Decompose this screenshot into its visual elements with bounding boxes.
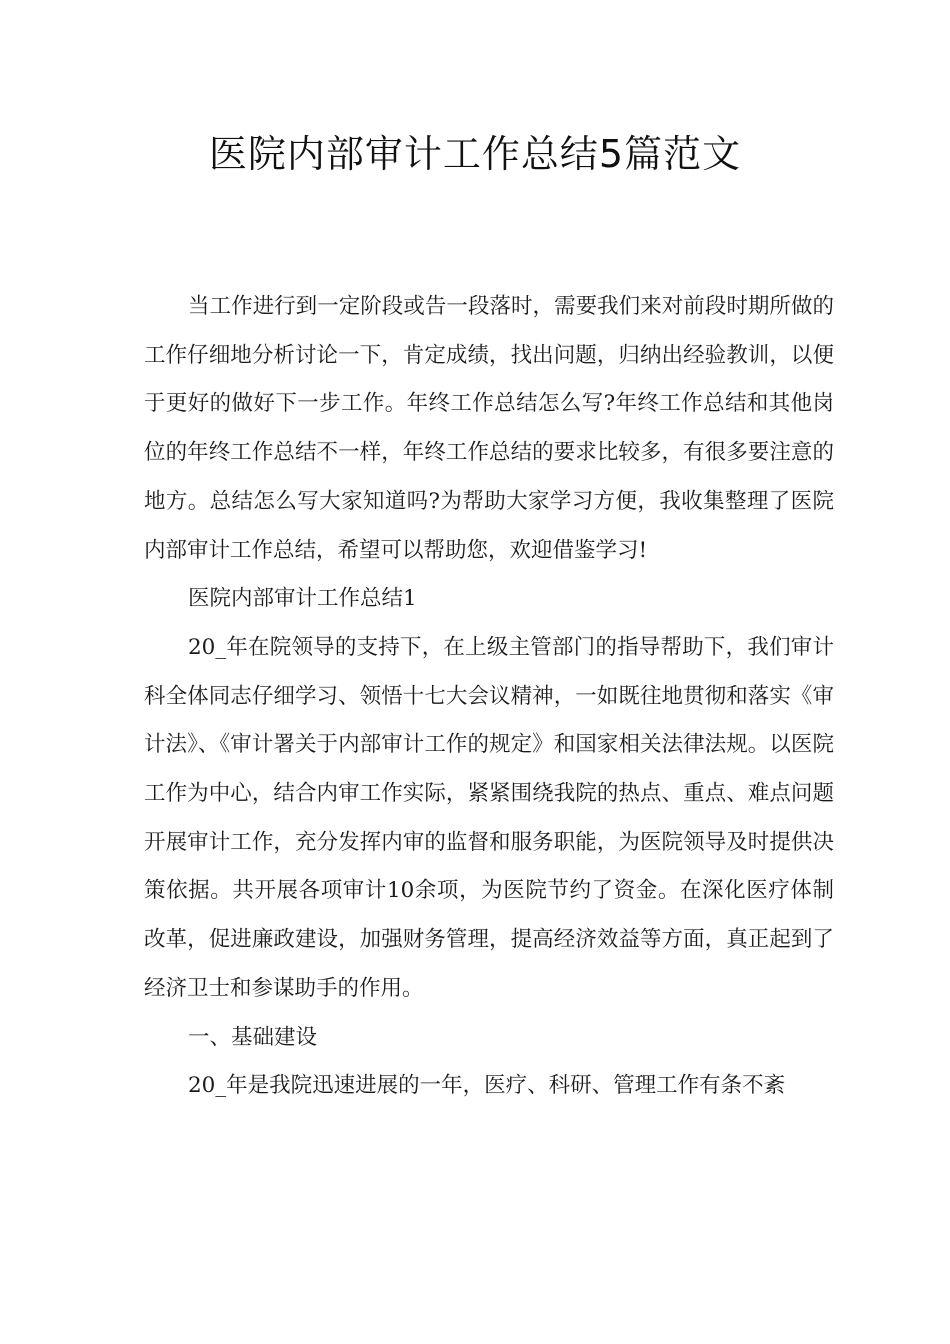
intro-paragraph: 当工作进行到一定阶段或告一段落时，需要我们来对前段时期所做的工作仔细地分析讨论一下，肯定成绩，找出问题，归纳出经验教训，以便于更好的做好下一步工作。年终工作总结怎么写?年终工作总结和其他岗位的年终工作总结不一样，年终工作总结的要求比较多，有很多要注意的地方。总结怎么写大家知道吗?为帮助大家学习方便，我收集整理了医院内部审计工作总结，希望可以帮助您，欢迎借鉴学习! <box>144 294 834 563</box>
section-heading-infrastructure: 一、基础建设 <box>188 1024 318 1050</box>
section-heading-summary-1: 医院内部审计工作总结1 <box>188 586 417 612</box>
document-body <box>144 283 834 1111</box>
infrastructure-paragraph: 20_年是我院迅速进展的一年，医疗、科研、管理工作有条不紊 <box>188 1073 786 1099</box>
summary-1-paragraph: 20_年在院领导的支持下，在上级主管部门的指导帮助下，我们审计科全体同志仔细学习、领悟十七大会议精神，一如既往地贯彻和落实《审计法》、《审计署关于内部审计工作的规定》和国家相关法律法规。以医院工作为中心，结合内审工作实际，紧紧围绕我院的热点、重点、难点问题开展审计工作，充分发挥内审的监督和服务职能，为医院领导及时提供决策依据。共开展各项审计10余项，为医院节约了资金。在深化医疗体制改革，促进廉政建设，加强财务管理，提高经济效益等方面，真正起到了经济卫士和参谋助手的作用。 <box>144 634 834 1001</box>
document-title: 医院内部审计工作总结5篇范文 <box>208 132 742 176</box>
